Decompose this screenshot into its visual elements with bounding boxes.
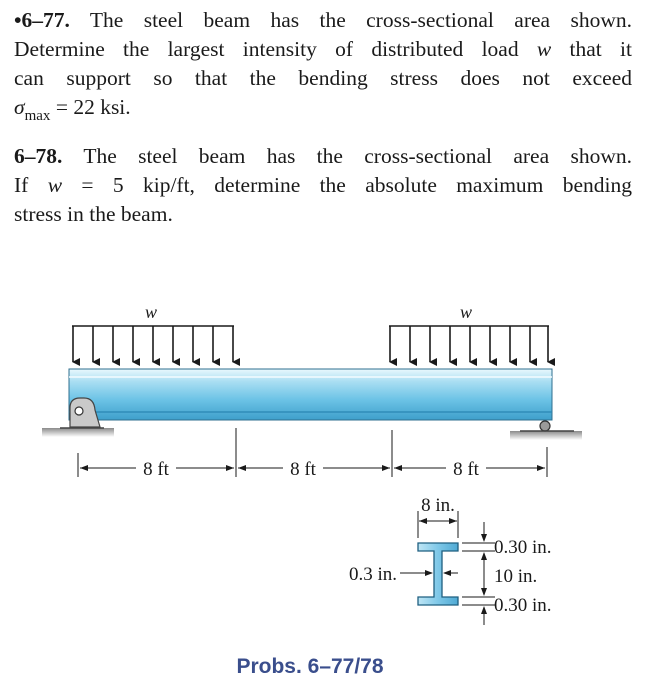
bottom-flange-thickness-label: 0.30 in. [494, 595, 552, 616]
load-variable: w [536, 37, 552, 61]
span-2-label: 8 ft [290, 459, 316, 480]
right-distributed-load [389, 302, 549, 362]
figure-caption: Probs. 6–77/78 [236, 655, 384, 678]
depth-label: 10 in. [494, 566, 538, 587]
flange-width-label: 8 in. [421, 495, 455, 516]
problem-78-number: 6–78. [14, 144, 63, 168]
problem-78-line-2: If w = 5 kip/ft, determine the absolute maximum bending [14, 173, 633, 197]
left-distributed-load [72, 302, 234, 362]
problem-77-line-1: •6–77. The steel beam has the cross-sectional area shown. [14, 8, 632, 32]
problem-77-number: •6–77. [14, 8, 70, 32]
problem-78-line-1: 6–78. The steel beam has the cross-sectional area shown. [14, 144, 632, 168]
steel-beam [69, 369, 552, 420]
problem-77-line-2: Determine the largest intensity of distributed load w that it [14, 37, 633, 61]
problem-77-line-4: $\sigma_{max} = 22$ ksi. [14, 95, 131, 124]
problem-78-line-3: stress in the beam. [14, 202, 173, 226]
problem-77-line-3: can support so that the bending stress does not exceed [14, 66, 632, 90]
span-3-label: 8 ft [453, 459, 479, 480]
roller-support [510, 421, 582, 440]
section-dimensions [400, 511, 495, 625]
right-load-label: w [459, 302, 473, 322]
top-flange-thickness-label: 0.30 in. [494, 537, 552, 558]
i-beam-cross-section [418, 543, 458, 605]
web-thickness-label: 0.3 in. [348, 564, 397, 585]
left-load-label: w [144, 302, 158, 322]
span-1-label: 8 ft [143, 459, 169, 480]
